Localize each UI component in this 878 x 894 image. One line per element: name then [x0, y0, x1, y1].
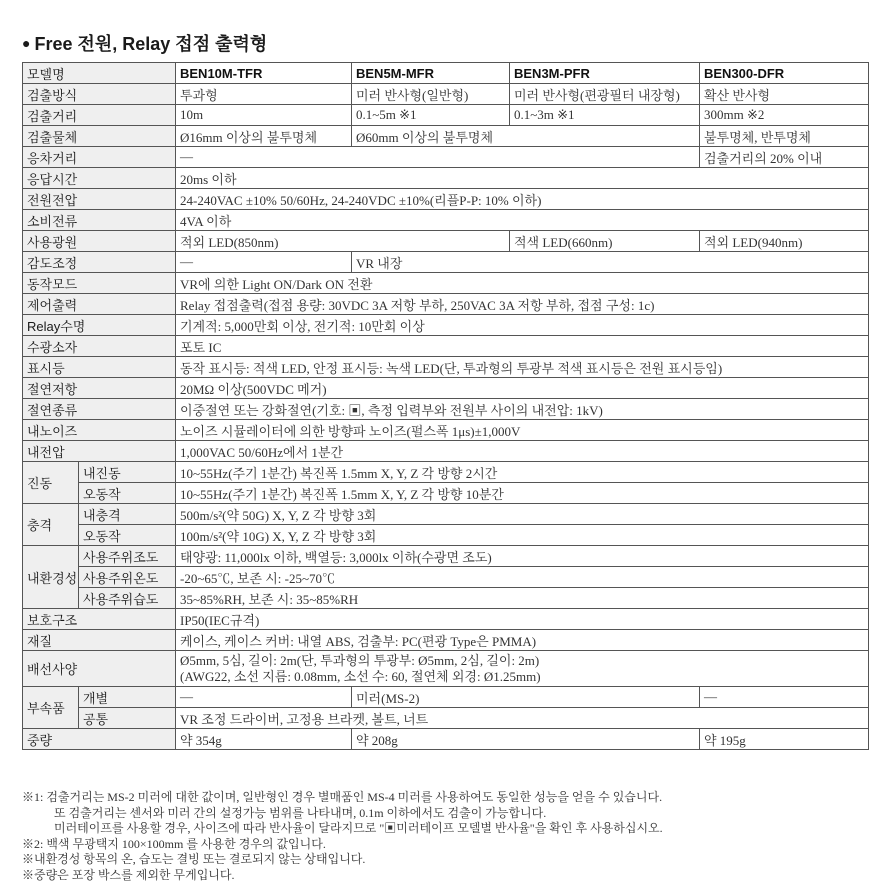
sublabel-individual: 개별	[79, 687, 176, 708]
cell: 적색 LED(660nm)	[510, 231, 700, 252]
cell: 불투명체, 반투명체	[700, 126, 869, 147]
row-weight	[23, 729, 869, 750]
cell: 1,000VAC 50/60Hz에서 1분간	[176, 441, 869, 462]
label-sensitivity: 감도조정	[23, 252, 176, 273]
label-model: 모델명	[23, 63, 176, 84]
label-detect-distance: 검출거리	[23, 105, 176, 126]
label-response-time: 응답시간	[23, 168, 176, 189]
row-vibration-durable	[23, 462, 869, 483]
footnote: ※2: 백색 무광택지 100×100mm 를 사용한 경우의 값입니다.	[22, 836, 326, 851]
row-wiring	[23, 651, 869, 687]
cell: 약 195g	[700, 729, 869, 750]
spec-table	[22, 62, 869, 750]
cell-wiring	[176, 651, 869, 687]
footnote: 미러테이프를 사용할 경우, 사이즈에 따라 반사율이 달라지므로 "▣미러테이프 모델별 반사율"을 확인 후 사용하십시오.	[54, 821, 663, 835]
row-receiver	[23, 336, 869, 357]
label-material: 재질	[23, 630, 176, 651]
label-operation-mode: 동작모드	[23, 273, 176, 294]
footnote: ※내환경성 항목의 온, 습도는 결빙 또는 결로되지 않는 상태입니다.	[22, 852, 366, 866]
label-relay-life: Relay수명	[23, 315, 176, 336]
sublabel-temperature: 사용주위온도	[79, 567, 176, 588]
row-model	[23, 63, 869, 84]
cell: —	[700, 687, 869, 708]
cell: 500m/s²(약 50G) X, Y, Z 각 방향 3회	[176, 504, 869, 525]
row-noise	[23, 420, 869, 441]
cell: 약 354g	[176, 729, 352, 750]
footnote: 또 검출거리는 센서와 미러 간의 설정가능 범위를 나타내며, 0.1m 이하에서도 검출이 가능합니다.	[54, 805, 547, 820]
cell: VR에 의한 Light ON/Dark ON 전환	[176, 273, 869, 294]
row-detect-method	[23, 84, 869, 105]
cell: -20~65℃, 보존 시: -25~70℃	[176, 567, 869, 588]
wiring-line-1: Ø5mm, 5심, 길이: 2m(단, 투과형의 투광부: Ø5mm, 2심, 길이: 2m)	[180, 652, 540, 668]
row-sensitivity	[23, 252, 869, 273]
cell: 미러(MS-2)	[352, 687, 700, 708]
row-power-consumption	[23, 210, 869, 231]
row-insulation-type	[23, 399, 869, 420]
cell: 35~85%RH, 보존 시: 35~85%RH	[176, 588, 869, 609]
row-relay-life	[23, 315, 869, 336]
row-detect-distance	[23, 105, 869, 126]
cell: 약 208g	[352, 729, 700, 750]
label-insulation-resistance: 절연저항	[23, 378, 176, 399]
row-env-illuminance	[23, 546, 869, 567]
row-control-output	[23, 294, 869, 315]
label-control-output: 제어출력	[23, 294, 176, 315]
page-title-text: Free 전원, Relay 접점 출력형	[34, 34, 268, 54]
row-protection	[23, 609, 869, 630]
footnote: ※중량은 포장 박스를 제외한 무게입니다.	[22, 867, 235, 882]
row-shock-malfunction	[23, 525, 869, 546]
cell: 10~55Hz(주기 1분간) 복진폭 1.5mm X, Y, Z 각 방향 10분간	[176, 483, 869, 504]
sublabel-vibration-durable: 내진동	[79, 462, 176, 483]
label-receiver: 수광소자	[23, 336, 176, 357]
model-1: BEN10M-TFR	[176, 63, 352, 84]
label-detect-object: 검출물체	[23, 126, 176, 147]
cell: 케이스, 케이스 커버: 내열 ABS, 검출부: PC(편광 Type은 PMMA)	[176, 630, 869, 651]
cell: 10m	[176, 105, 352, 126]
label-insulation-type: 절연종류	[23, 399, 176, 420]
cell: 적외 LED(940nm)	[700, 231, 869, 252]
cell: 4VA 이하	[176, 210, 869, 231]
cell: 300mm ※2	[700, 105, 869, 126]
cell: 이중절연 또는 강화절연(기호: ▣, 측정 입력부와 전원부 사이의 내전압: 1kV)	[176, 399, 869, 420]
cell: IP50(IEC규격)	[176, 609, 869, 630]
cell: 포토 IC	[176, 336, 869, 357]
row-indicator	[23, 357, 869, 378]
cell: 노이즈 시뮬레이터에 의한 방향파 노이즈(펄스폭 1μs)±1,000V	[176, 420, 869, 441]
row-light-source	[23, 231, 869, 252]
label-protection: 보호구조	[23, 609, 176, 630]
label-weight: 중량	[23, 729, 176, 750]
row-env-temperature	[23, 567, 869, 588]
row-hysteresis	[23, 147, 869, 168]
sublabel-vibration-malfunction: 오동작	[79, 483, 176, 504]
cell: VR 내장	[352, 252, 869, 273]
row-accessory-common	[23, 708, 869, 729]
row-shock-durable	[23, 504, 869, 525]
row-env-humidity	[23, 588, 869, 609]
label-hysteresis: 응차거리	[23, 147, 176, 168]
row-operation-mode	[23, 273, 869, 294]
label-wiring: 배선사양	[23, 651, 176, 687]
label-dielectric: 내전압	[23, 441, 176, 462]
label-accessory: 부속품	[23, 687, 79, 729]
row-dielectric	[23, 441, 869, 462]
model-3: BEN3M-PFR	[510, 63, 700, 84]
row-vibration-malfunction	[23, 483, 869, 504]
sublabel-shock-durable: 내충격	[79, 504, 176, 525]
cell: 0.1~3m ※1	[510, 105, 700, 126]
cell: —	[176, 687, 352, 708]
cell: 투과형	[176, 84, 352, 105]
cell: 100m/s²(약 10G) X, Y, Z 각 방향 3회	[176, 525, 869, 546]
sublabel-humidity: 사용주위습도	[79, 588, 176, 609]
cell: 동작 표시등: 적색 LED, 안정 표시등: 녹색 LED(단, 투과형의 투광부 적색 표시등은 전원 표시등임)	[176, 357, 869, 378]
label-vibration: 진동	[23, 462, 79, 504]
cell: Ø60mm 이상의 불투명체	[352, 126, 700, 147]
row-detect-object	[23, 126, 869, 147]
cell: —	[176, 147, 700, 168]
bullet-icon: ●	[22, 35, 31, 51]
footnote: ※1: 검출거리는 MS-2 미러에 대한 값이며, 일반형인 경우 별매품인 MS-4 미러를 사용하여도 동일한 성능을 얻을 수 있습니다.	[22, 790, 663, 804]
cell: 0.1~5m ※1	[352, 105, 510, 126]
label-shock: 충격	[23, 504, 79, 546]
cell: 확산 반사형	[700, 84, 869, 105]
cell: 미러 반사형(편광필터 내장형)	[510, 84, 700, 105]
cell: Relay 접점출력(접점 용량: 30VDC 3A 저항 부하, 250VAC 3A 저항 부하, 접점 구성: 1c)	[176, 294, 869, 315]
label-detect-method: 검출방식	[23, 84, 176, 105]
cell: 미러 반사형(일반형)	[352, 84, 510, 105]
wiring-line-2: (AWG22, 소선 지름: 0.08mm, 소선 수: 60, 절연체 외경: Ø1.25mm)	[180, 668, 541, 684]
row-material	[23, 630, 869, 651]
label-power-voltage: 전원전압	[23, 189, 176, 210]
sublabel-illuminance: 사용주위조도	[79, 546, 176, 567]
label-light-source: 사용광원	[23, 231, 176, 252]
footnotes	[22, 790, 868, 883]
cell: —	[176, 252, 352, 273]
row-response-time	[23, 168, 869, 189]
label-noise: 내노이즈	[23, 420, 176, 441]
label-environment: 내환경성	[23, 546, 79, 609]
row-accessory-individual	[23, 687, 869, 708]
sublabel-shock-malfunction: 오동작	[79, 525, 176, 546]
model-2: BEN5M-MFR	[352, 63, 510, 84]
row-power-voltage	[23, 189, 869, 210]
label-power-consumption: 소비전류	[23, 210, 176, 231]
cell: VR 조정 드라이버, 고정용 브라켓, 볼트, 너트	[176, 708, 869, 729]
sublabel-common: 공통	[79, 708, 176, 729]
cell: 10~55Hz(주기 1분간) 복진폭 1.5mm X, Y, Z 각 방향 2시간	[176, 462, 869, 483]
cell: 20ms 이하	[176, 168, 869, 189]
model-4: BEN300-DFR	[700, 63, 869, 84]
row-insulation-resistance	[23, 378, 869, 399]
cell: 태양광: 11,000lx 이하, 백열등: 3,000lx 이하(수광면 조도)	[176, 546, 869, 567]
cell: 24-240VAC ±10% 50/60Hz, 24-240VDC ±10%(리플P-P: 10% 이하)	[176, 189, 869, 210]
label-indicator: 표시등	[23, 357, 176, 378]
cell: 기계적: 5,000만회 이상, 전기적: 10만회 이상	[176, 315, 869, 336]
cell: 검출거리의 20% 이내	[700, 147, 869, 168]
cell: 적외 LED(850nm)	[176, 231, 510, 252]
cell: 20MΩ 이상(500VDC 메거)	[176, 378, 869, 399]
cell: Ø16mm 이상의 불투명체	[176, 126, 352, 147]
page-title	[22, 30, 267, 56]
